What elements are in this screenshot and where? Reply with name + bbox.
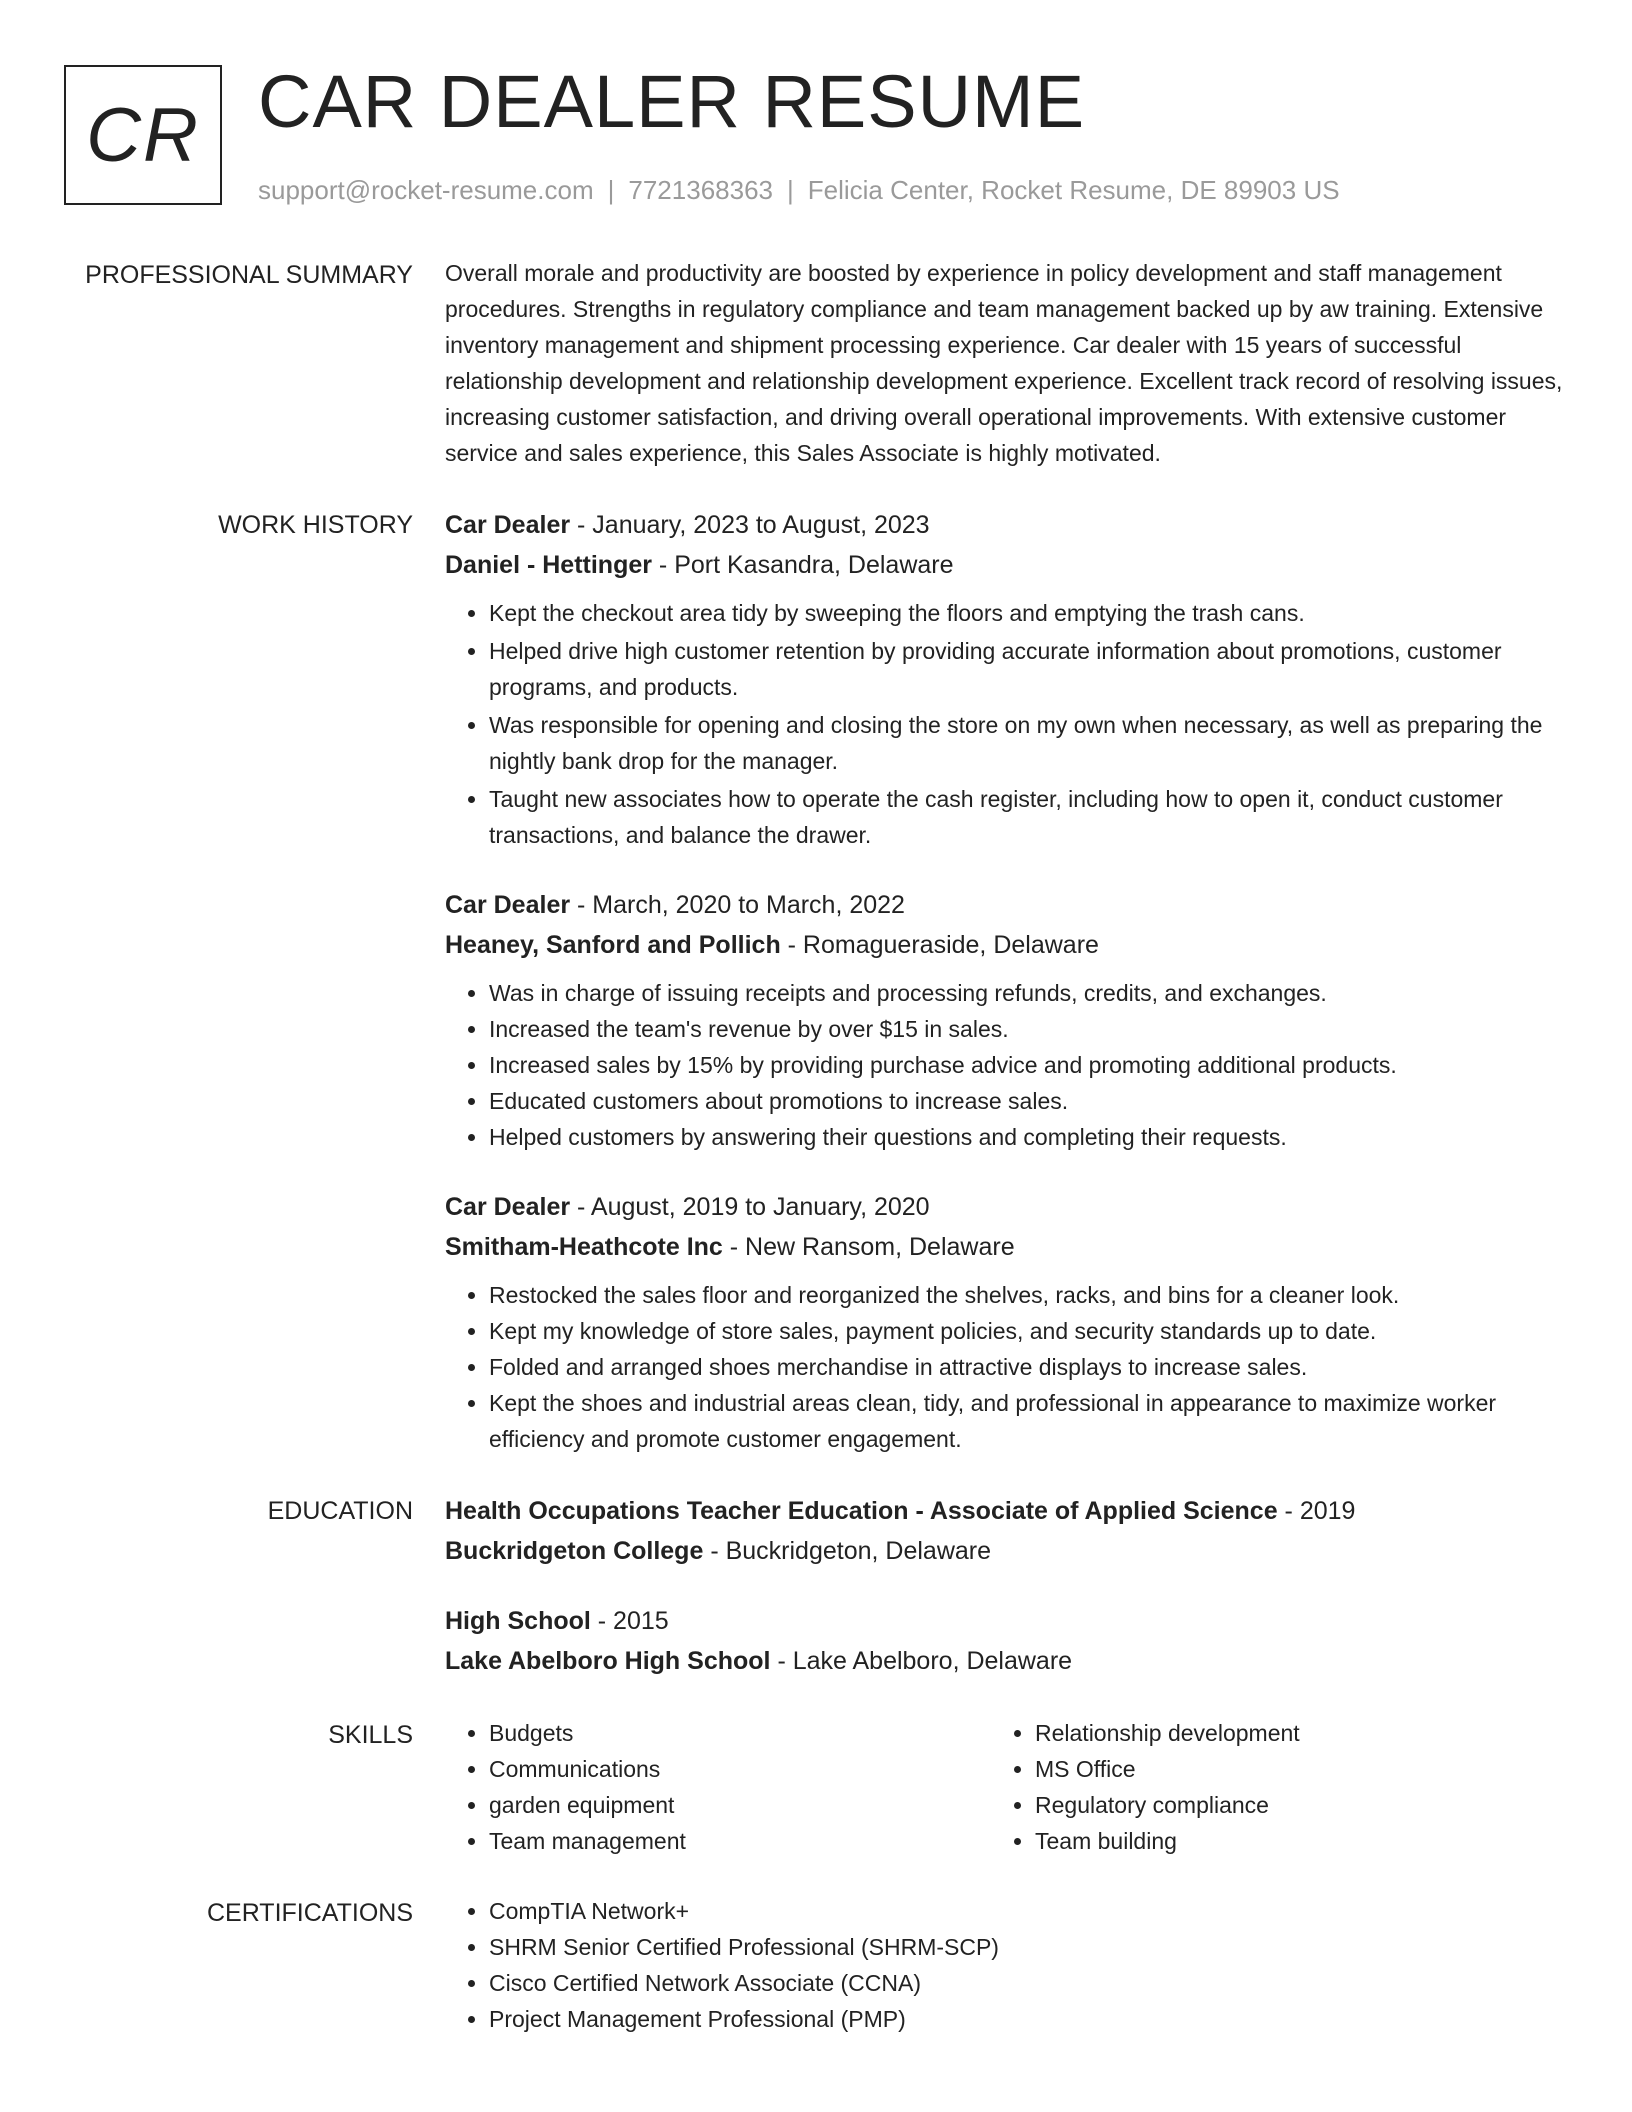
contact-email: support@rocket-resume.com <box>258 175 594 205</box>
job-title-line <box>445 505 1570 545</box>
job-location: - Romagueraside, Delaware <box>780 931 1099 959</box>
section-body <box>445 255 1570 471</box>
job-bullet: • Helped drive high customer retention by providing accurate information about promotions, customer programs, and products. <box>489 633 1570 705</box>
contact-line <box>258 175 1340 205</box>
education-entry <box>445 1601 1570 1681</box>
resume-title: CAR DEALER RESUME <box>258 60 1086 143</box>
job-entry <box>445 1187 1570 1457</box>
job-bullet: • Increased the team's revenue by over $15 in sales. <box>489 1011 1570 1047</box>
job-location: - New Ransom, Delaware <box>722 1233 1015 1261</box>
education-location: - Lake Abelboro, Delaware <box>770 1647 1073 1675</box>
education-school: Buckridgeton College <box>445 1537 704 1565</box>
education-year: - 2019 <box>1277 1497 1356 1525</box>
education-location: - Buckridgeton, Delaware <box>703 1537 992 1565</box>
job-company-line <box>445 1227 1570 1267</box>
certification-item: • Project Management Professional (PMP) <box>489 2001 1570 2037</box>
education-degree-line <box>445 1491 1570 1531</box>
section-education <box>0 1491 1632 1681</box>
education-degree: Health Occupations Teacher Education - Associate of Applied Science <box>445 1497 1278 1525</box>
job-company: Heaney, Sanford and Pollich <box>445 931 781 959</box>
skills-column-right <box>991 1715 1537 1859</box>
skill-item: • MS Office <box>1035 1751 1537 1787</box>
job-bullet: • Kept the shoes and industrial areas clean, tidy, and professional in appearance to maximize worker efficiency and promote customer engagement. <box>489 1385 1570 1457</box>
skill-item: • Budgets <box>489 1715 991 1751</box>
job-bullets <box>445 1277 1570 1457</box>
section-work-history <box>0 505 1632 1457</box>
section-body <box>445 505 1570 1457</box>
job-bullet: • Kept the checkout area tidy by sweeping the floors and emptying the trash cans. <box>489 595 1570 631</box>
job-title: Car Dealer <box>445 891 571 919</box>
education-school-line <box>445 1531 1570 1571</box>
certification-item: • SHRM Senior Certified Professional (SHRM-SCP) <box>489 1929 1570 1965</box>
monogram-badge <box>64 65 222 205</box>
certification-item: • CompTIA Network+ <box>489 1893 1570 1929</box>
education-degree-line <box>445 1601 1570 1641</box>
job-entry <box>445 505 1570 853</box>
resume-header <box>64 60 1564 210</box>
skill-item: • Communications <box>489 1751 991 1787</box>
education-degree: High School <box>445 1607 591 1635</box>
job-title-line <box>445 885 1570 925</box>
job-title: Car Dealer <box>445 511 571 539</box>
monogram-text: CR <box>86 92 200 178</box>
section-certifications <box>0 1893 1632 2037</box>
job-bullets <box>445 595 1570 853</box>
job-bullet: • Kept my knowledge of store sales, payment policies, and security standards up to date. <box>489 1313 1570 1349</box>
skill-item: • Relationship development <box>1035 1715 1537 1751</box>
skill-item: • Team management <box>489 1823 991 1859</box>
education-school-line <box>445 1641 1570 1681</box>
job-bullet: • Taught new associates how to operate the cash register, including how to open it, conduct customer transactions, and balance the drawer. <box>489 781 1570 853</box>
section-label: PROFESSIONAL SUMMARY <box>85 261 413 289</box>
section-body <box>445 1893 1570 2037</box>
job-bullet: • Helped customers by answering their questions and completing their requests. <box>489 1119 1570 1155</box>
section-body <box>445 1491 1570 1681</box>
section-skills <box>0 1715 1632 1859</box>
job-dates: - March, 2020 to March, 2022 <box>570 891 905 919</box>
section-label: WORK HISTORY <box>218 511 413 539</box>
job-location: - Port Kasandra, Delaware <box>651 551 954 579</box>
skill-item: • Regulatory compliance <box>1035 1787 1537 1823</box>
section-label: SKILLS <box>328 1721 413 1749</box>
education-entry <box>445 1491 1570 1571</box>
job-bullet: • Folded and arranged shoes merchandise in attractive displays to increase sales. <box>489 1349 1570 1385</box>
job-bullet: • Was in charge of issuing receipts and processing refunds, credits, and exchanges. <box>489 975 1570 1011</box>
section-label: CERTIFICATIONS <box>206 1899 413 1927</box>
contact-address: Felicia Center, Rocket Resume, DE 89903 US <box>807 175 1340 205</box>
job-dates: - August, 2019 to January, 2020 <box>570 1193 930 1221</box>
certification-list <box>445 1893 1570 2037</box>
section-label: EDUCATION <box>267 1497 413 1525</box>
skills-grid <box>445 1715 1570 1859</box>
job-company-line <box>445 545 1570 585</box>
job-entry <box>445 885 1570 1155</box>
job-dates: - January, 2023 to August, 2023 <box>570 511 930 539</box>
job-company-line <box>445 925 1570 965</box>
skill-item: • garden equipment <box>489 1787 991 1823</box>
job-title: Car Dealer <box>445 1193 571 1221</box>
job-bullet: • Was responsible for opening and closing the store on my own when necessary, as well as preparing the nightly bank drop for the manager. <box>489 707 1570 779</box>
education-school: Lake Abelboro High School <box>445 1647 771 1675</box>
certification-item: • Cisco Certified Network Associate (CCNA) <box>489 1965 1570 2001</box>
job-bullet: • Increased sales by 15% by providing purchase advice and promoting additional products. <box>489 1047 1570 1083</box>
contact-phone: 7721368363 <box>628 175 773 205</box>
skills-column-left <box>445 1715 991 1859</box>
contact-separator: | <box>787 175 794 205</box>
section-body <box>445 1715 1570 1859</box>
education-year: - 2015 <box>590 1607 669 1635</box>
skill-item: • Team building <box>1035 1823 1537 1859</box>
section-professional-summary <box>0 255 1632 471</box>
job-bullets <box>445 975 1570 1155</box>
summary-text: Overall morale and productivity are boosted by experience in policy development and staff management procedures. Strengths in regulatory compliance and team management backed up by aw training. Extensive inventory management and shipment processing experience. Car dealer with 15 years of successful relationship development and relationship development experience. Excellent track record of resolving issues, increasing customer satisfaction, and driving overall operational improvements. With extensive customer service and sales experience, this Sales Associate is highly motivated. <box>445 260 1563 466</box>
job-company: Daniel - Hettinger <box>445 551 652 579</box>
job-title-line <box>445 1187 1570 1227</box>
contact-separator: | <box>607 175 615 205</box>
job-bullet: • Educated customers about promotions to increase sales. <box>489 1083 1570 1119</box>
job-company: Smitham-Heathcote Inc <box>445 1233 723 1261</box>
resume-content <box>0 255 1632 2071</box>
job-bullet: • Restocked the sales floor and reorganized the shelves, racks, and bins for a cleaner look. <box>489 1277 1570 1313</box>
